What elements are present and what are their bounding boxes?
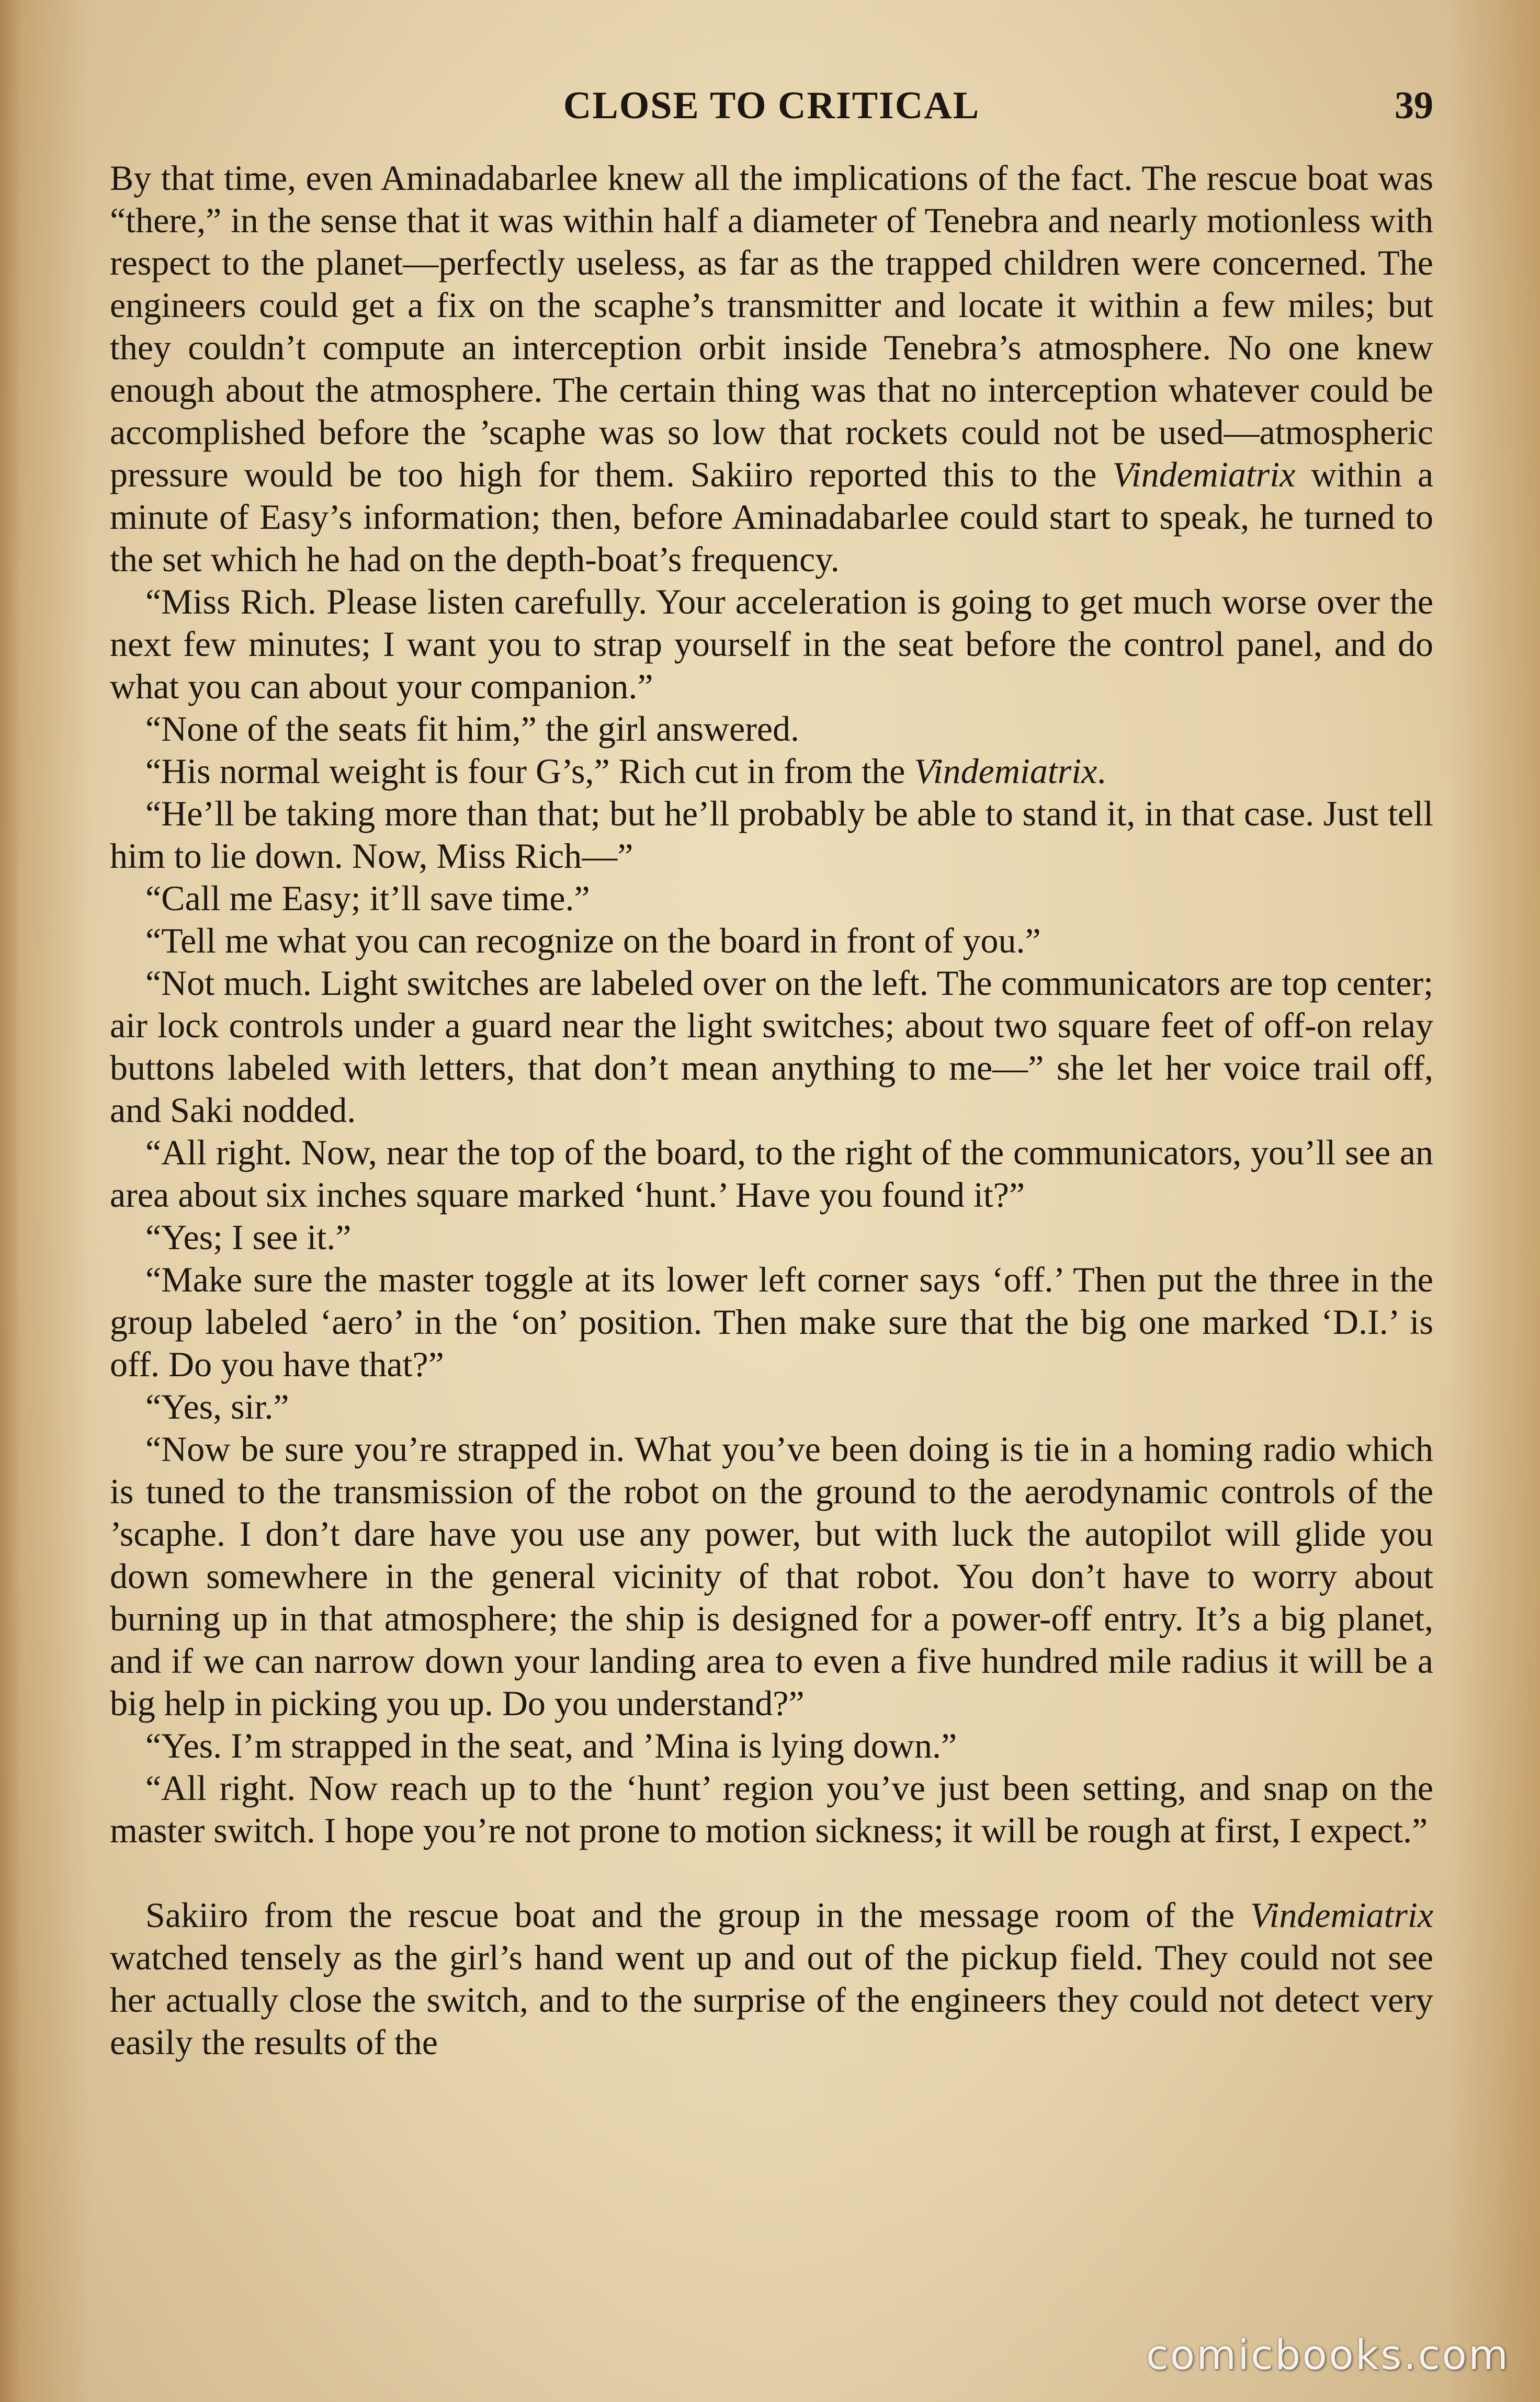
- paragraph-text: Sakiiro from the rescue boat and the group in the message room of the: [145, 1895, 1250, 1935]
- paragraph: [110, 877, 1433, 920]
- paragraph-text: “Make sure the master toggle at its lower left corner says ‘off.’ Then put the three in the group labeled ‘aero’ in the ‘on’ position. Then make sure that the big one marked ‘D.I.’ is off. Do you have that?”: [110, 1260, 1433, 1384]
- paragraph-text: “Tell me what you can recognize on the board in front of you.”: [145, 921, 1041, 960]
- paragraph: [110, 962, 1433, 1131]
- paragraph-text: “All right. Now reach up to the ‘hunt’ region you’ve just been setting, and snap on the master switch. I hope you’re not prone to motion sickness; it will be rough at first, I expect.”: [110, 1768, 1433, 1850]
- paragraph-text: “His normal weight is four G’s,” Rich cut in from the: [145, 751, 914, 791]
- paragraph-text: “Yes; I see it.”: [145, 1217, 352, 1257]
- paragraph: [110, 1131, 1433, 1216]
- paragraph: [110, 1894, 1433, 2064]
- paragraph-text: “Now be sure you’re strapped in. What you’ve been doing is tie in a homing radio which is tuned to the transmission of the robot on the ground to the aerodynamic controls of the ’scaphe. I don’t dare have you use any power, but with luck the autopilot will glide you down somewhere in the general vicinity of that robot. You don’t have to worry about burning up in that atmosphere; the ship is designed for a power-off entry. It’s a big planet, and if we can narrow down your landing area to even a five hundred mile radius it will be a big help in picking you up. Do you understand?”: [110, 1429, 1433, 1723]
- paragraph-text: “Yes, sir.”: [145, 1387, 289, 1426]
- paragraph: [110, 1386, 1433, 1428]
- watermark: comicbooks.com: [1146, 2332, 1510, 2379]
- running-title: CLOSE TO CRITICAL: [563, 84, 980, 127]
- paragraph: [110, 1428, 1433, 1725]
- paragraph-text: .: [1097, 751, 1106, 791]
- paragraph: [110, 792, 1433, 877]
- paragraph: [110, 1216, 1433, 1259]
- paragraph: [110, 708, 1433, 750]
- paragraph-text: “Not much. Light switches are labeled over on the left. The communicators are top center; air lock controls under a guard near the light switches; about two square feet of off-on relay buttons labeled with letters, that don’t mean anything to me—” she let her voice trail off, and Saki nodded.: [110, 963, 1433, 1130]
- paragraph: [110, 581, 1433, 708]
- paragraph-text: By that time, even Aminadabarlee knew all the implications of the fact. The rescue boat was “there,” in the sense that it was within half a diameter of Tenebra and nearly motionless with respect to the planet—perfectly useless, as far as the trapped children were concerned. The engineers could get a fix on the scaphe’s transmitter and locate it within a few miles; but they couldn’t compute an interception orbit inside Tenebra’s atmosphere. No one knew enough about the atmosphere. The certain thing was that no interception whatever could be accomplished before the ’scaphe was so low that rockets could not be used—atmospheric pressure would be too high for them. Sakiiro reported this to the: [110, 158, 1433, 494]
- page-number: 39: [1395, 84, 1433, 127]
- paragraph-text: “Yes. I’m strapped in the seat, and ’Mina is lying down.”: [145, 1726, 957, 1765]
- paragraph: [110, 1767, 1433, 1852]
- paragraph-text: “Call me Easy; it’ll save time.”: [145, 878, 590, 918]
- page-edge-shadow: [0, 0, 21, 2402]
- ship-name-italic: Vindemiatrix: [1112, 455, 1296, 494]
- paragraph-text: watched tensely as the girl’s hand went up and out of the pickup field. They could not see her actually close the switch, and to the surprise of the engineers they could not detect very easily the results of the: [110, 1938, 1433, 2062]
- paragraph-text: within a minute of Easy’s information; then, before Aminadabarlee could start to speak, he turned to the set which he had on the depth-boat’s frequency.: [110, 455, 1433, 579]
- running-head: [110, 84, 1433, 141]
- paragraph: [110, 920, 1433, 962]
- paragraph: [110, 1725, 1433, 1767]
- body-text: [110, 157, 1433, 2064]
- paragraph: [110, 157, 1433, 581]
- paragraph: [110, 1259, 1433, 1386]
- paragraph-text: “Miss Rich. Please listen carefully. Your acceleration is going to get much worse over the next few minutes; I want you to strap yourself in the seat before the control panel, and do what you can about your companion.”: [110, 582, 1433, 706]
- paragraph-text: “He’ll be taking more than that; but he’ll probably be able to stand it, in that case. Just tell him to lie down. Now, Miss Rich—”: [110, 794, 1433, 876]
- paragraph-text: “None of the seats fit him,” the girl answered.: [145, 709, 800, 749]
- ship-name-italic: Vindemiatrix: [1250, 1895, 1433, 1935]
- ship-name-italic: Vindemiatrix: [914, 751, 1097, 791]
- paragraph: [110, 750, 1433, 792]
- paragraph-text: “All right. Now, near the top of the board, to the right of the communicators, you’ll see an area about six inches square marked ‘hunt.’ Have you found it?”: [110, 1132, 1433, 1215]
